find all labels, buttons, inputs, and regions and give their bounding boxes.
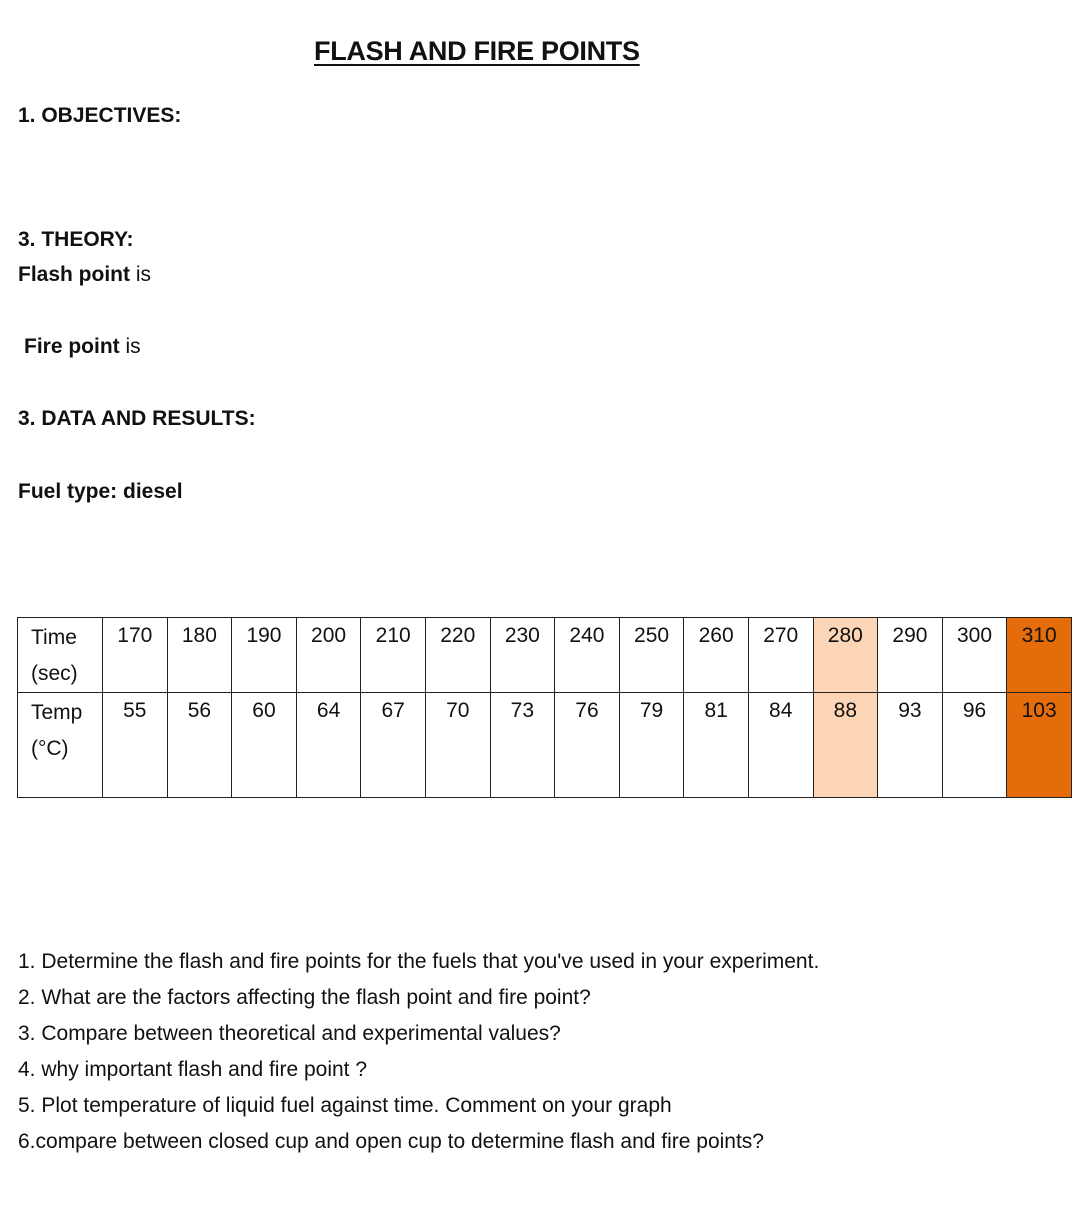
data-results-heading: 3. DATA AND RESULTS:	[18, 407, 256, 430]
temp-cell-fire-point: 103	[1007, 693, 1072, 798]
temp-cell: 70	[425, 693, 490, 798]
objectives-heading: 1. OBJECTIVES:	[18, 104, 182, 127]
time-cell-flash-point: 280	[813, 618, 878, 693]
temp-cell: 55	[103, 693, 168, 798]
temp-cell: 96	[942, 693, 1007, 798]
question-item: 6.compare between closed cup and open cup to determine flash and fire points?	[18, 1130, 764, 1153]
flash-point-line	[18, 263, 151, 287]
fire-point-suffix: is	[125, 335, 141, 358]
time-cell: 260	[684, 618, 749, 693]
theory-heading: 3. THEORY:	[18, 228, 134, 251]
time-row	[18, 618, 1072, 693]
temp-cell: 64	[296, 693, 361, 798]
flash-point-label: Flash point	[18, 263, 130, 286]
time-cell: 250	[619, 618, 684, 693]
temp-cell: 56	[167, 693, 232, 798]
time-cell: 240	[555, 618, 620, 693]
flash-point-suffix: is	[135, 263, 152, 286]
time-cell: 300	[942, 618, 1007, 693]
temp-cell: 93	[878, 693, 943, 798]
temp-cell: 84	[748, 693, 813, 798]
temp-row	[18, 693, 1072, 798]
time-cell: 180	[167, 618, 232, 693]
page-title: FLASH AND FIRE POINTS	[314, 36, 640, 66]
temp-cell: 60	[232, 693, 297, 798]
fire-point-line	[24, 335, 141, 359]
question-item: 1. Determine the flash and fire points for the fuels that you've used in your experiment.	[18, 950, 820, 973]
temp-cell-flash-point: 88	[813, 693, 878, 798]
question-list	[18, 944, 819, 1160]
time-cell: 270	[748, 618, 813, 693]
time-label: Time	[31, 626, 77, 649]
fuel-type-label: Fuel type: diesel	[18, 480, 183, 503]
question-item: 4. why important flash and fire point ?	[18, 1058, 368, 1081]
time-cell: 200	[296, 618, 361, 693]
temp-cell: 73	[490, 693, 555, 798]
temp-cell: 81	[684, 693, 749, 798]
data-table	[17, 617, 1072, 798]
time-cell-fire-point: 310	[1007, 618, 1072, 693]
time-cell: 210	[361, 618, 426, 693]
temp-unit: (°C)	[31, 737, 69, 760]
time-cell: 220	[425, 618, 490, 693]
temp-cell: 67	[361, 693, 426, 798]
fire-point-label: Fire point	[24, 335, 120, 358]
question-item: 3. Compare between theoretical and experimental values?	[18, 1022, 561, 1045]
temp-label: Temp	[31, 701, 83, 724]
temp-cell: 76	[555, 693, 620, 798]
time-unit: (sec)	[31, 662, 78, 685]
temp-cell: 79	[619, 693, 684, 798]
temp-row-header	[18, 693, 103, 798]
question-item: 5. Plot temperature of liquid fuel against time. Comment on your graph	[18, 1094, 672, 1117]
time-cell: 190	[232, 618, 297, 693]
time-cell: 230	[490, 618, 555, 693]
question-item: 2. What are the factors affecting the flash point and fire point?	[18, 986, 591, 1009]
time-row-header	[18, 618, 103, 693]
time-cell: 170	[103, 618, 168, 693]
time-cell: 290	[878, 618, 943, 693]
